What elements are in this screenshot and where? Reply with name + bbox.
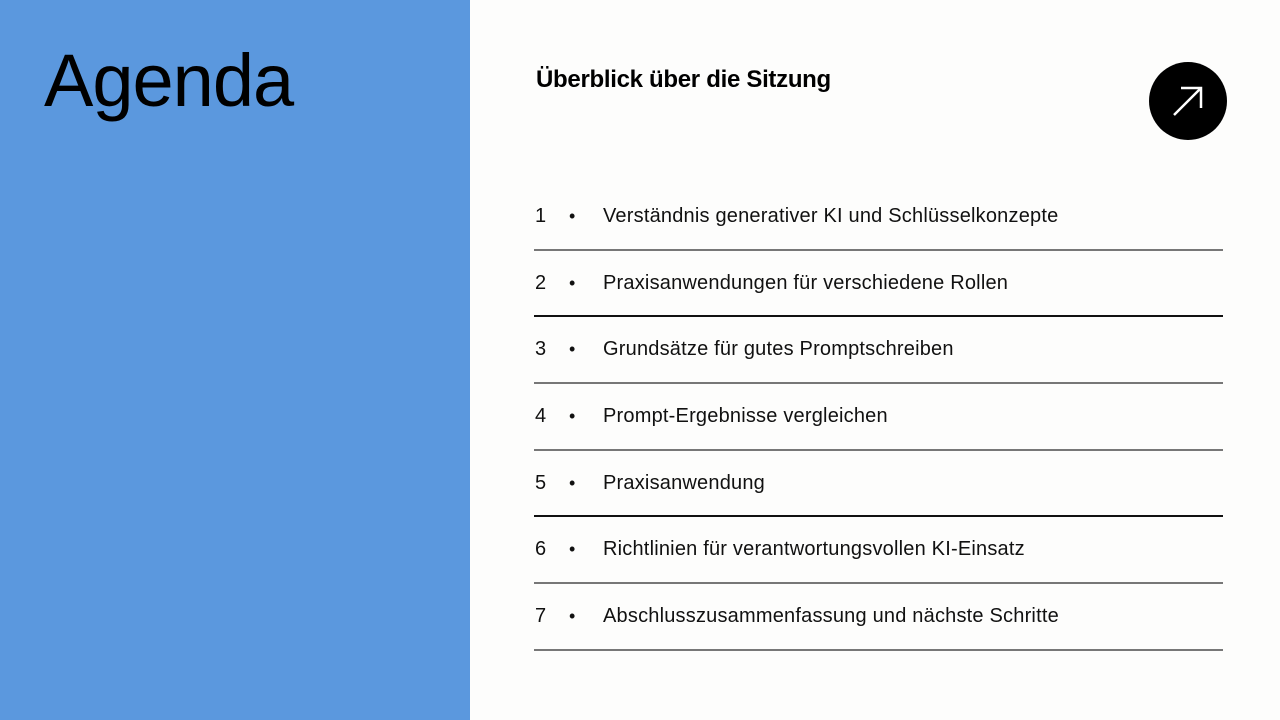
bullet-icon: • [569, 472, 576, 493]
agenda-item-4 [534, 384, 1223, 451]
agenda-item-6 [534, 517, 1223, 584]
item-number: 7 [535, 604, 547, 627]
item-label: Prompt-Ergebnisse vergleichen [603, 404, 888, 427]
accent-panel [0, 0, 470, 720]
slide-title: Agenda [44, 39, 294, 122]
agenda-item-5 [534, 451, 1223, 518]
bullet-icon: • [569, 272, 576, 293]
item-label: Grundsätze für gutes Promptschreiben [603, 338, 954, 361]
agenda-item-1 [534, 184, 1223, 251]
agenda-item-3 [534, 317, 1223, 384]
item-label: Richtlinien für verantwortungsvollen KI-Einsatz [603, 538, 1025, 561]
bullet-icon: • [569, 339, 576, 360]
item-number: 2 [535, 271, 547, 294]
agenda-item-2 [534, 251, 1223, 318]
agenda-list [534, 184, 1223, 651]
item-label: Praxisanwendung [603, 471, 765, 494]
item-number: 3 [535, 338, 547, 361]
item-number: 6 [535, 538, 547, 561]
agenda-item-7 [534, 584, 1223, 651]
bullet-icon: • [569, 605, 576, 626]
item-label: Abschlusszusammenfassung und nächste Schritte [603, 604, 1059, 627]
item-label: Verständnis generativer KI und Schlüsselkonzepte [603, 204, 1059, 227]
item-number: 1 [535, 204, 547, 227]
bullet-icon: • [569, 405, 576, 426]
arrow-link-button[interactable] [1149, 62, 1227, 140]
bullet-icon: • [569, 205, 576, 226]
arrow-up-right-icon [1168, 81, 1208, 121]
item-label: Praxisanwendungen für verschiedene Rollen [603, 271, 1009, 294]
slide-subtitle: Überblick über die Sitzung [536, 66, 831, 93]
item-number: 4 [535, 404, 547, 427]
item-number: 5 [535, 471, 547, 494]
bullet-icon: • [569, 539, 576, 560]
